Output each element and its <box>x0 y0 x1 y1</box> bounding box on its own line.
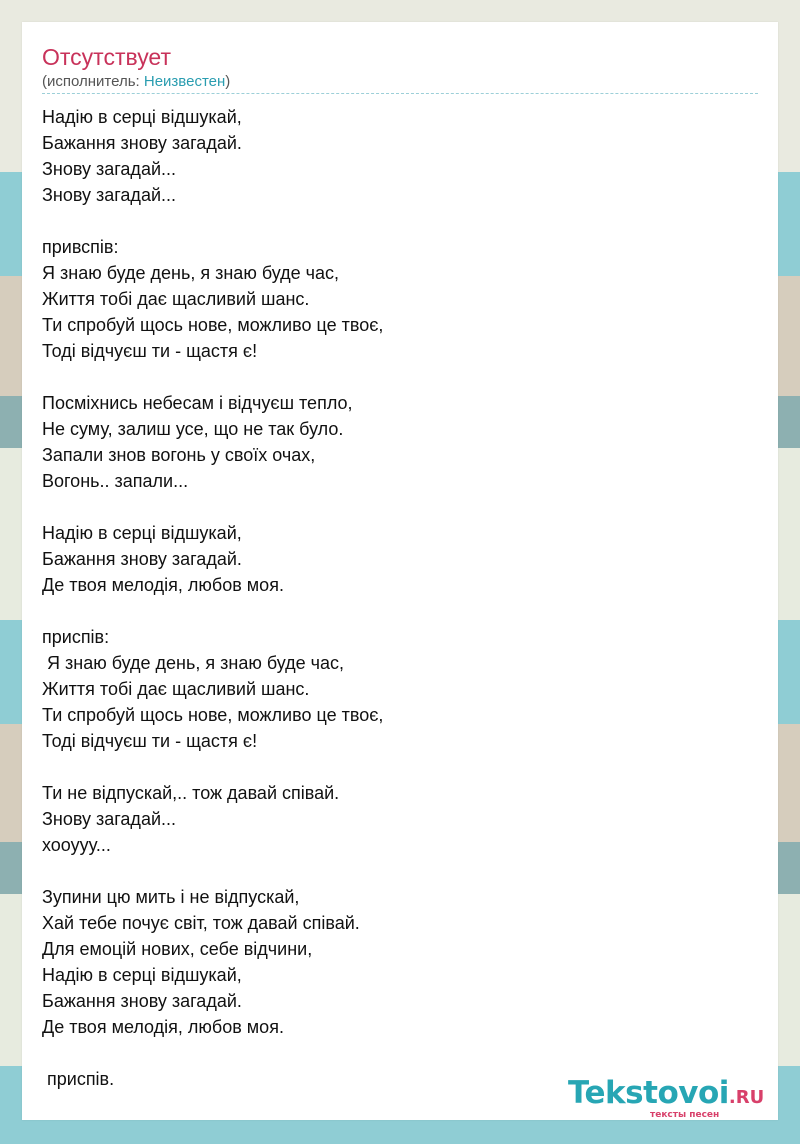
lyric-line: Не суму, залиш усе, що не так було. <box>42 419 344 439</box>
lyric-line: привспів: <box>42 237 119 257</box>
lyric-line: Ти не відпускай,.. тож давай співай. <box>42 783 340 803</box>
lyric-blank-line <box>42 858 758 884</box>
lyric-line: Запали знов вогонь у своїх очах, <box>42 445 316 465</box>
artist-link[interactable]: Неизвестен <box>143 73 226 90</box>
lyric-line: хооууу... <box>42 835 111 855</box>
lyric-line: Ти спробуй щось нове, можливо це твоє, <box>42 705 384 725</box>
lyric-line: Ти спробуй щось нове, можливо це твоє, <box>42 315 384 335</box>
lyrics-text <box>42 104 758 1092</box>
lyric-line: Для емоцій нових, себе відчини, <box>42 939 313 959</box>
lyric-line: Я знаю буде день, я знаю буде час, <box>42 653 345 673</box>
lyrics-card <box>22 22 778 1120</box>
lyric-blank-line <box>42 754 758 780</box>
lyric-line: Надію в серці відшукай, <box>42 965 242 985</box>
lyric-blank-line <box>42 208 758 234</box>
lyric-line: Вогонь.. запали... <box>42 471 189 491</box>
lyric-blank-line <box>42 364 758 390</box>
lyric-line: Де твоя мелодія, любов моя. <box>42 1017 284 1037</box>
logo-name: Tekstovoi <box>568 1075 729 1111</box>
artist-prefix: (исполнитель: <box>42 73 144 90</box>
lyric-line: Знову загадай... <box>42 809 177 829</box>
lyric-line: приспів. <box>42 1069 115 1089</box>
lyric-line: Тоді відчуєш ти - щастя є! <box>42 341 258 361</box>
lyric-blank-line <box>42 598 758 624</box>
dashed-divider <box>42 93 758 94</box>
lyric-blank-line <box>42 1040 758 1066</box>
song-title: Отсутствует <box>42 44 171 70</box>
lyric-line: Знову загадай... <box>42 185 177 205</box>
artist-suffix: ) <box>225 73 231 90</box>
logo-tld: .RU <box>728 1087 765 1108</box>
lyric-line: Життя тобі дає щасливий шанс. <box>42 289 310 309</box>
artist-line <box>42 73 230 91</box>
lyric-line: Бажання знову загадай. <box>42 549 242 569</box>
lyric-line: Посміхнись небесам і відчуєш тепло, <box>42 393 353 413</box>
site-logo[interactable] <box>568 1076 774 1118</box>
lyric-line: Життя тобі дає щасливий шанс. <box>42 679 310 699</box>
lyric-line: Де твоя мелодія, любов моя. <box>42 575 284 595</box>
lyric-line: Зупини цю мить і не відпускай, <box>42 887 300 907</box>
lyric-line: Знову загадай... <box>42 159 177 179</box>
lyric-line: Тоді відчуєш ти - щастя є! <box>42 731 258 751</box>
logo-tagline: тексты песен <box>650 1110 720 1120</box>
lyric-line: приспів: <box>42 627 110 647</box>
lyric-line: Бажання знову загадай. <box>42 991 242 1011</box>
lyric-line: Надію в серці відшукай, <box>42 523 242 543</box>
lyric-line: Я знаю буде день, я знаю буде час, <box>42 263 340 283</box>
lyric-line: Бажання знову загадай. <box>42 133 242 153</box>
lyric-line: Хай тебе почує світ, тож давай співай. <box>42 913 360 933</box>
lyric-blank-line <box>42 494 758 520</box>
lyric-line: Надію в серці відшукай, <box>42 107 242 127</box>
